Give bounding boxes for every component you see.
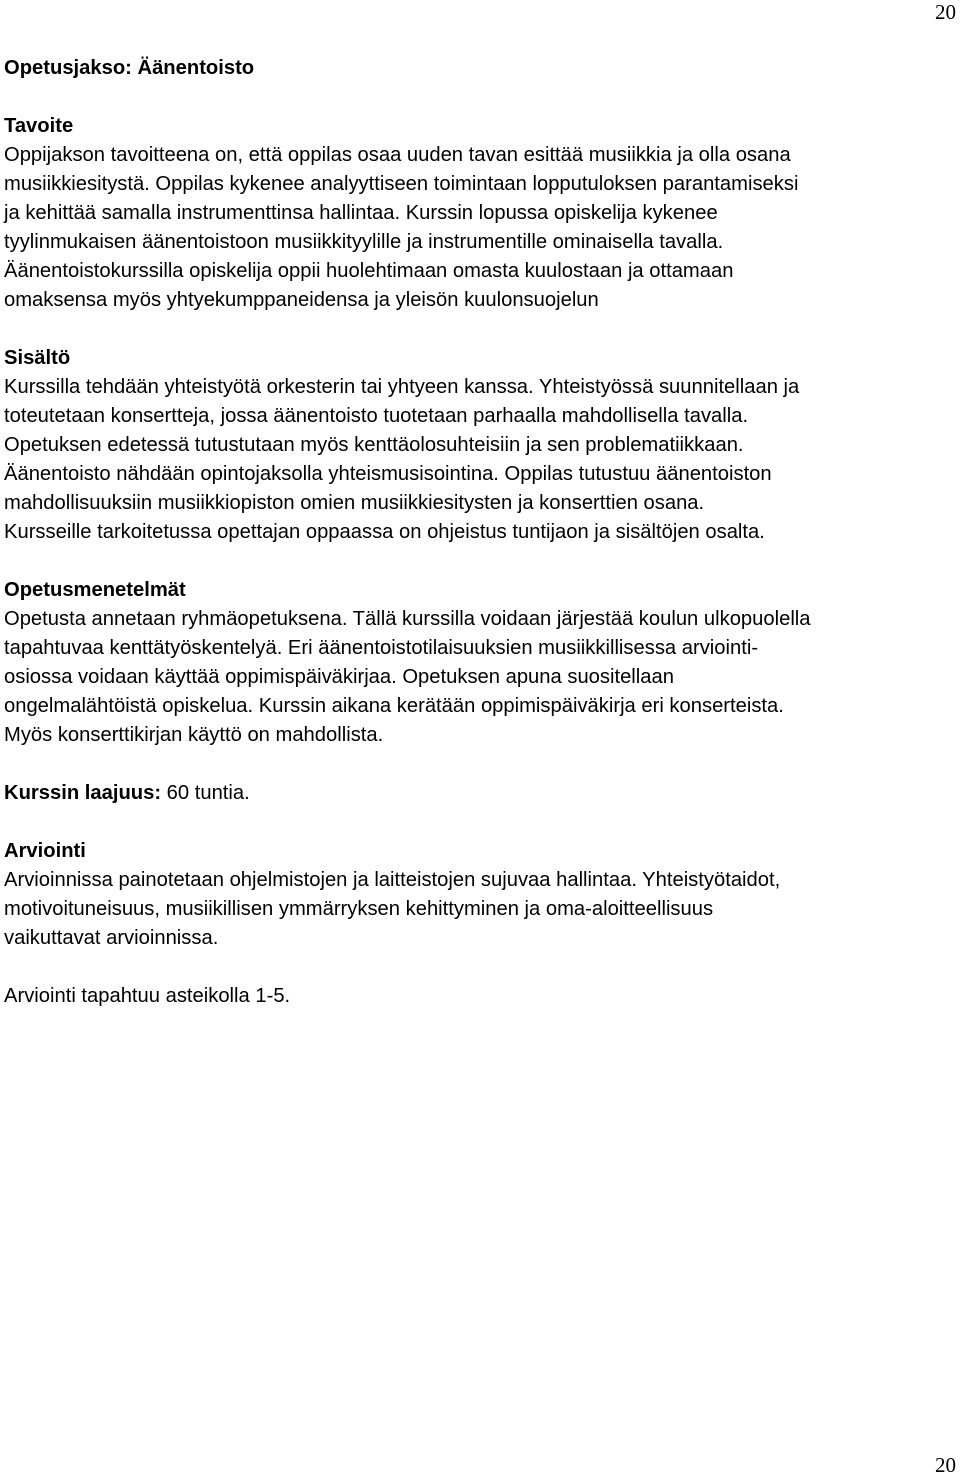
section-heading-sisalto: Sisältö [4,347,71,369]
page-title: Opetusjakso: Äänentoisto [4,57,255,79]
paragraph-line: Oppijakson tavoitteena on, että oppilas osaa uuden tavan esittää musiikkia ja olla osana [4,144,791,166]
grading-scale: Arviointi tapahtuu asteikolla 1-5. [4,985,291,1007]
paragraph-line: ongelmalähtöistä opiskelua. Kurssin aikana kerätään oppimispäiväkirja eri konserteista. [4,695,784,717]
paragraph-line: Äänentoisto nähdään opintojaksolla yhteismusisointina. Oppilas tutustuu äänentoiston [4,463,772,485]
paragraph-line: Kurssilla tehdään yhteistyötä orkesterin tai yhtyeen kanssa. Yhteistyössä suunnitellaan ja [4,376,800,398]
paragraph-line: Äänentoistokurssilla opiskelija oppii huolehtimaan omasta kuulostaan ja ottamaan [4,260,734,282]
course-scope-value: 60 tuntia. [161,782,250,804]
page-number-top: 20 [935,0,956,24]
section-heading-tavoite: Tavoite [4,115,74,137]
section-sisalto [4,344,956,547]
paragraph-line: Kursseille tarkoitetussa opettajan oppaassa on ohjeistus tuntijaon ja sisältöjen osalta. [4,521,765,543]
paragraph-line: omaksensa myös yhtyekumppaneidensa ja yleisön kuulonsuojelun [4,289,599,311]
section-heading-arviointi: Arviointi [4,840,86,862]
paragraph-line: toteutetaan konsertteja, jossa äänentoisto tuotetaan parhaalla mahdollisella tavalla. [4,405,749,427]
paragraph-line: Myös konserttikirjan käyttö on mahdollista. [4,724,384,746]
paragraph-line: ja kehittää samalla instrumenttinsa hallintaa. Kurssin lopussa opiskelija kykenee [4,202,718,224]
paragraph-line: motivoituneisuus, musiikillisen ymmärryksen kehittyminen ja oma-aloitteellisuus [4,898,714,920]
section-opetusmenetelmat [4,576,956,750]
paragraph-line: tyylinmukaisen äänentoistoon musiikkityylille ja instrumentille ominaisella tavalla. [4,231,724,253]
page-number-bottom: 20 [935,1453,956,1477]
paragraph-line: Opetuksen edetessä tutustutaan myös kenttäolosuhteisiin ja sen problematiikkaan. [4,434,744,456]
section-tavoite [4,112,956,315]
paragraph-line: osiossa voidaan käyttää oppimispäiväkirjaa. Opetuksen apuna suositellaan [4,666,674,688]
section-heading-opetusmenetelmat: Opetusmenetelmät [4,579,186,601]
section-arviointi [4,837,956,1011]
paragraph-line: musiikkiesitystä. Oppilas kykenee analyyttiseen toimintaan lopputuloksen parantamiseksi [4,173,799,195]
course-scope [4,779,956,808]
course-scope-label: Kurssin laajuus: [4,782,162,804]
paragraph-line: Opetusta annetaan ryhmäopetuksena. Tällä kurssilla voidaan järjestää koulun ulkopuolella [4,608,811,630]
paragraph-line: vaikuttavat arvioinnissa. [4,927,219,949]
paragraph-line: Arvioinnissa painotetaan ohjelmistojen ja laitteistojen sujuvaa hallintaa. Yhteistyötaidot, [4,869,781,891]
document-body [4,54,956,1011]
paragraph-line: tapahtuvaa kenttätyöskentelyä. Eri äänentoistotilaisuuksien musiikkillisessa arviointi- [4,637,759,659]
paragraph-line: mahdollisuuksiin musiikkiopiston omien musiikkiesitysten ja konserttien osana. [4,492,705,514]
